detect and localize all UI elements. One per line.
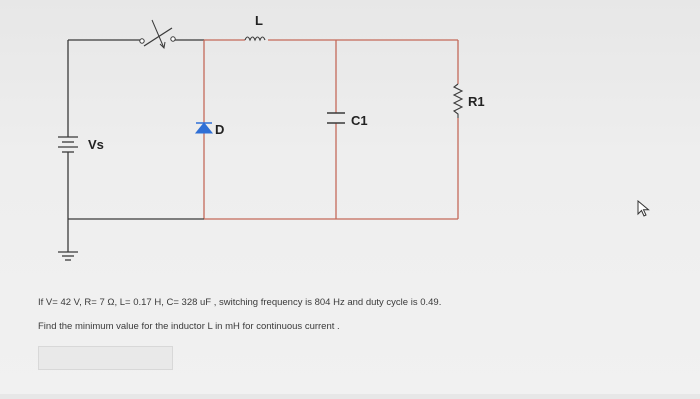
switch-contact-left [140, 39, 144, 43]
switch-contact-right [171, 37, 175, 41]
mouse-pointer-icon [636, 200, 652, 218]
inductor-label: L [255, 13, 263, 28]
inductor-symbol [245, 37, 265, 40]
question-line-1: If V= 42 V, R= 7 Ω, L= 0.17 H, C= 328 uF , switching frequency is 804 Hz and duty cycle is 0.49. [38, 297, 442, 308]
diode-label: D [215, 122, 225, 137]
answer-input[interactable] [38, 346, 173, 370]
source-label: Vs [88, 137, 104, 152]
resistor-label: R1 [468, 94, 485, 109]
switch-blade [144, 28, 172, 46]
resistor-symbol [454, 84, 462, 118]
diode-symbol [196, 123, 212, 133]
capacitor-label: C1 [351, 113, 368, 128]
question-line-2: Find the minimum value for the inductor L in mH for continuous current . [38, 321, 340, 332]
